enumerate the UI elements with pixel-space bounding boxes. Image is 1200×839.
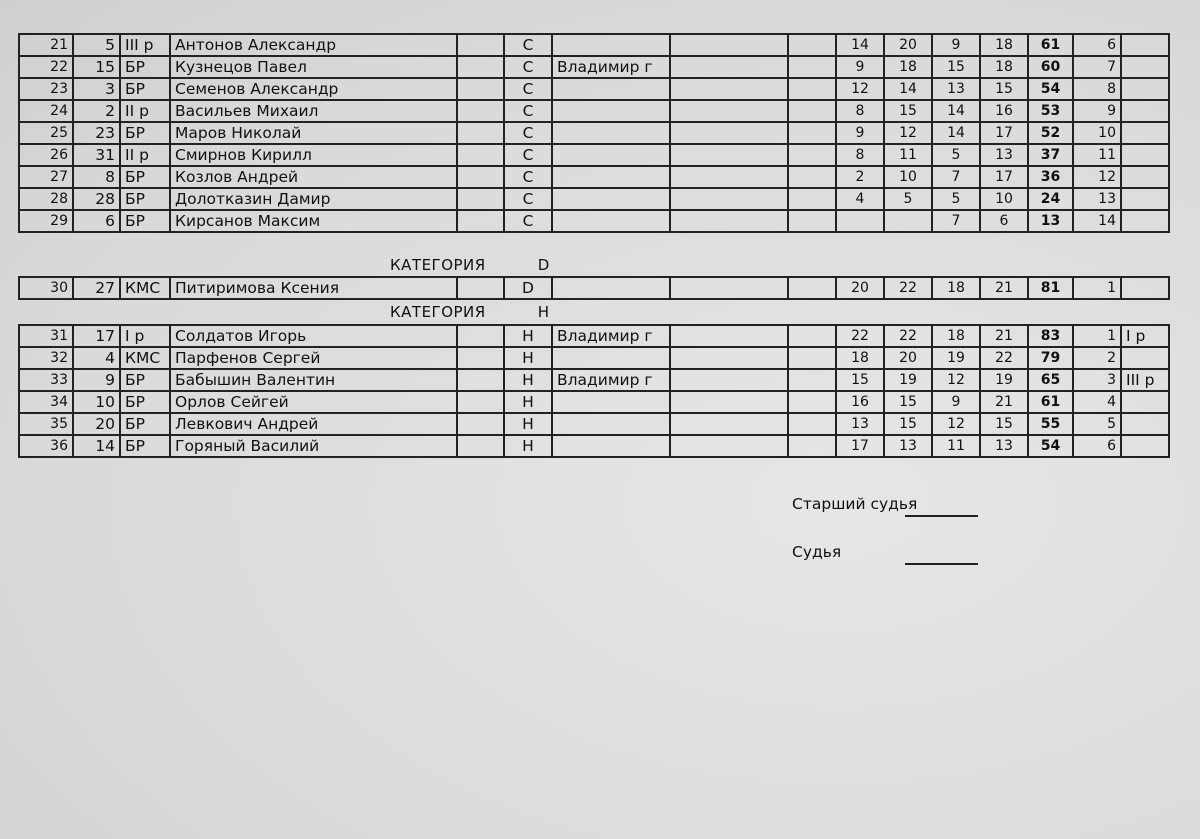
cell-cat: С: [504, 188, 552, 210]
cell-cat: С: [504, 166, 552, 188]
cell-place: 11: [1073, 144, 1121, 166]
cell-name: Долотказин Дамир: [170, 188, 457, 210]
table-row: [19, 347, 1169, 369]
cell-bib: 15: [73, 56, 120, 78]
judge-signature-line: [905, 563, 978, 565]
cell-s1: 14: [836, 34, 884, 56]
cell-new-rank: [1121, 78, 1169, 100]
cell-s4: 17: [980, 122, 1028, 144]
cell-empty: [457, 144, 504, 166]
cell-idx: 28: [19, 188, 73, 210]
cell-place: 6: [1073, 435, 1121, 457]
cell-total: 24: [1028, 188, 1073, 210]
cell-s1: 9: [836, 122, 884, 144]
cell-rank: БР: [120, 391, 170, 413]
cell-idx: 34: [19, 391, 73, 413]
cell-cat: D: [504, 277, 552, 299]
cell-empty: [457, 34, 504, 56]
cell-s2: 5: [884, 188, 932, 210]
category-heading-label: КАТЕГОРИЯ: [390, 303, 486, 321]
cell-s2: 15: [884, 391, 932, 413]
cell-idx: 33: [19, 369, 73, 391]
cell-s1: 20: [836, 277, 884, 299]
cell-total: 36: [1028, 166, 1073, 188]
table-row: [19, 100, 1169, 122]
cell-cat: С: [504, 122, 552, 144]
results-table: [18, 324, 1170, 458]
cell-s3: 9: [932, 34, 980, 56]
cell-place: 4: [1073, 391, 1121, 413]
cell-empty: [457, 188, 504, 210]
table-row: [19, 391, 1169, 413]
cell-s3: 11: [932, 435, 980, 457]
cell-s1: 8: [836, 100, 884, 122]
cell-new-rank: [1121, 34, 1169, 56]
cell-rank: БР: [120, 188, 170, 210]
cell-name: Кирсанов Максим: [170, 210, 457, 232]
cell-s2: 18: [884, 56, 932, 78]
cell-s3: 7: [932, 210, 980, 232]
cell-s3: 18: [932, 325, 980, 347]
cell-new-rank: [1121, 166, 1169, 188]
cell-name: Антонов Александр: [170, 34, 457, 56]
cell-bib: 23: [73, 122, 120, 144]
cell-cat: С: [504, 210, 552, 232]
cell-s4: 17: [980, 166, 1028, 188]
cell-s2: 14: [884, 78, 932, 100]
table-row: [19, 78, 1169, 100]
cell-empty: [457, 347, 504, 369]
cell-rank: II р: [120, 100, 170, 122]
cell-city: [552, 188, 670, 210]
cell-s1: 2: [836, 166, 884, 188]
cell-s1: 15: [836, 369, 884, 391]
cell-empty: [670, 144, 788, 166]
cell-s4: 15: [980, 413, 1028, 435]
cell-place: 7: [1073, 56, 1121, 78]
cell-new-rank: [1121, 435, 1169, 457]
cell-rank: БР: [120, 413, 170, 435]
cell-city: [552, 435, 670, 457]
cell-rank: I р: [120, 325, 170, 347]
cell-city: [552, 210, 670, 232]
cell-s2: 22: [884, 325, 932, 347]
cell-s4: 18: [980, 56, 1028, 78]
cell-s4: 15: [980, 78, 1028, 100]
cell-empty: [788, 391, 836, 413]
cell-name: Парфенов Сергей: [170, 347, 457, 369]
cell-empty: [670, 277, 788, 299]
cell-empty: [457, 391, 504, 413]
cell-new-rank: [1121, 391, 1169, 413]
cell-name: Семенов Александр: [170, 78, 457, 100]
cell-s4: 13: [980, 435, 1028, 457]
cell-cat: С: [504, 100, 552, 122]
cell-empty: [457, 413, 504, 435]
cell-empty: [788, 78, 836, 100]
cell-s4: 16: [980, 100, 1028, 122]
cell-new-rank: I р: [1121, 325, 1169, 347]
cell-s1: 13: [836, 413, 884, 435]
cell-empty: [788, 347, 836, 369]
cell-cat: Н: [504, 369, 552, 391]
cell-empty: [457, 166, 504, 188]
cell-place: 8: [1073, 78, 1121, 100]
cell-s1: 22: [836, 325, 884, 347]
cell-s4: 21: [980, 391, 1028, 413]
cell-empty: [788, 122, 836, 144]
cell-new-rank: [1121, 210, 1169, 232]
cell-empty: [788, 210, 836, 232]
cell-empty: [788, 188, 836, 210]
cell-cat: С: [504, 144, 552, 166]
cell-bib: 20: [73, 413, 120, 435]
cell-s4: 22: [980, 347, 1028, 369]
cell-total: 55: [1028, 413, 1073, 435]
cell-idx: 21: [19, 34, 73, 56]
cell-empty: [670, 56, 788, 78]
cell-s2: 12: [884, 122, 932, 144]
cell-s4: 10: [980, 188, 1028, 210]
cell-s3: 19: [932, 347, 980, 369]
cell-empty: [788, 34, 836, 56]
cell-empty: [788, 325, 836, 347]
cell-rank: БР: [120, 78, 170, 100]
cell-name: Козлов Андрей: [170, 166, 457, 188]
cell-idx: 24: [19, 100, 73, 122]
cell-total: 53: [1028, 100, 1073, 122]
cell-empty: [670, 413, 788, 435]
cell-total: 61: [1028, 391, 1073, 413]
cell-place: 5: [1073, 413, 1121, 435]
table-row: [19, 435, 1169, 457]
cell-s2: 20: [884, 34, 932, 56]
cell-idx: 25: [19, 122, 73, 144]
cell-place: 1: [1073, 277, 1121, 299]
cell-total: 54: [1028, 435, 1073, 457]
cell-idx: 32: [19, 347, 73, 369]
cell-rank: БР: [120, 369, 170, 391]
cell-city: Владимир г: [552, 56, 670, 78]
cell-cat: С: [504, 34, 552, 56]
cell-name: Смирнов Кирилл: [170, 144, 457, 166]
cell-s1: 16: [836, 391, 884, 413]
cell-name: Левкович Андрей: [170, 413, 457, 435]
cell-rank: II р: [120, 144, 170, 166]
cell-idx: 30: [19, 277, 73, 299]
cell-place: 10: [1073, 122, 1121, 144]
cell-idx: 35: [19, 413, 73, 435]
cell-empty: [670, 100, 788, 122]
cell-name: Орлов Сейгей: [170, 391, 457, 413]
cell-s1: 4: [836, 188, 884, 210]
judge-label: Судья: [792, 543, 842, 561]
cell-empty: [788, 166, 836, 188]
cell-empty: [670, 188, 788, 210]
cell-total: 37: [1028, 144, 1073, 166]
cell-bib: 28: [73, 188, 120, 210]
cell-s2: [884, 210, 932, 232]
cell-city: [552, 100, 670, 122]
cell-empty: [670, 391, 788, 413]
cell-s3: 5: [932, 144, 980, 166]
cell-cat: Н: [504, 413, 552, 435]
cell-new-rank: [1121, 144, 1169, 166]
table-row: [19, 166, 1169, 188]
cell-rank: БР: [120, 56, 170, 78]
cell-empty: [788, 277, 836, 299]
cell-empty: [457, 325, 504, 347]
cell-name: Бабышин Валентин: [170, 369, 457, 391]
cell-empty: [457, 435, 504, 457]
cell-rank: БР: [120, 210, 170, 232]
cell-s3: 7: [932, 166, 980, 188]
cell-empty: [670, 34, 788, 56]
cell-empty: [788, 413, 836, 435]
cell-s4: 21: [980, 277, 1028, 299]
cell-empty: [788, 56, 836, 78]
cell-empty: [670, 435, 788, 457]
cell-bib: 10: [73, 391, 120, 413]
cell-new-rank: [1121, 188, 1169, 210]
cell-rank: III р: [120, 34, 170, 56]
cell-empty: [670, 78, 788, 100]
cell-s2: 20: [884, 347, 932, 369]
cell-s3: 18: [932, 277, 980, 299]
cell-place: 9: [1073, 100, 1121, 122]
senior-judge-signature-line: [905, 515, 978, 517]
cell-s3: 15: [932, 56, 980, 78]
cell-city: [552, 347, 670, 369]
cell-city: Владимир г: [552, 369, 670, 391]
cell-empty: [670, 347, 788, 369]
cell-total: 13: [1028, 210, 1073, 232]
cell-city: [552, 166, 670, 188]
table-row: [19, 369, 1169, 391]
cell-s4: 18: [980, 34, 1028, 56]
cell-empty: [788, 144, 836, 166]
cell-s2: 13: [884, 435, 932, 457]
cell-cat: Н: [504, 347, 552, 369]
cell-s1: [836, 210, 884, 232]
cell-total: 54: [1028, 78, 1073, 100]
cell-empty: [670, 122, 788, 144]
cell-place: 2: [1073, 347, 1121, 369]
cell-idx: 29: [19, 210, 73, 232]
cell-bib: 6: [73, 210, 120, 232]
cell-idx: 31: [19, 325, 73, 347]
table-row: [19, 34, 1169, 56]
cell-name: Солдатов Игорь: [170, 325, 457, 347]
cell-s4: 19: [980, 369, 1028, 391]
cell-empty: [788, 369, 836, 391]
cell-s1: 18: [836, 347, 884, 369]
cell-s3: 12: [932, 413, 980, 435]
cell-cat: С: [504, 56, 552, 78]
cell-name: Горяный Василий: [170, 435, 457, 457]
cell-empty: [457, 56, 504, 78]
category-heading: [390, 256, 550, 274]
cell-bib: 14: [73, 435, 120, 457]
category-heading-label: КАТЕГОРИЯ: [390, 256, 486, 274]
cell-city: Владимир г: [552, 325, 670, 347]
cell-total: 65: [1028, 369, 1073, 391]
cell-cat: Н: [504, 325, 552, 347]
cell-bib: 9: [73, 369, 120, 391]
table-row: [19, 122, 1169, 144]
table-row: [19, 210, 1169, 232]
cell-total: 52: [1028, 122, 1073, 144]
cell-s3: 14: [932, 122, 980, 144]
cell-bib: 5: [73, 34, 120, 56]
cell-empty: [457, 369, 504, 391]
cell-cat: Н: [504, 391, 552, 413]
cell-city: [552, 34, 670, 56]
cell-total: 61: [1028, 34, 1073, 56]
cell-bib: 3: [73, 78, 120, 100]
cell-new-rank: [1121, 100, 1169, 122]
cell-s4: 13: [980, 144, 1028, 166]
cell-rank: КМС: [120, 347, 170, 369]
cell-s3: 12: [932, 369, 980, 391]
cell-idx: 26: [19, 144, 73, 166]
cell-empty: [457, 210, 504, 232]
category-heading: [390, 303, 549, 321]
cell-rank: БР: [120, 122, 170, 144]
cell-s3: 9: [932, 391, 980, 413]
cell-idx: 22: [19, 56, 73, 78]
cell-empty: [457, 78, 504, 100]
category-heading-letter: D: [537, 256, 550, 274]
cell-idx: 27: [19, 166, 73, 188]
cell-s2: 15: [884, 100, 932, 122]
cell-city: [552, 78, 670, 100]
cell-city: [552, 413, 670, 435]
cell-empty: [670, 325, 788, 347]
cell-bib: 8: [73, 166, 120, 188]
results-table: [18, 276, 1170, 300]
cell-rank: КМС: [120, 277, 170, 299]
cell-idx: 23: [19, 78, 73, 100]
cell-new-rank: [1121, 413, 1169, 435]
cell-place: 1: [1073, 325, 1121, 347]
cell-total: 60: [1028, 56, 1073, 78]
category-heading-letter: Н: [537, 303, 550, 321]
table-row: [19, 325, 1169, 347]
table-row: [19, 413, 1169, 435]
cell-bib: 27: [73, 277, 120, 299]
cell-new-rank: [1121, 277, 1169, 299]
cell-s2: 15: [884, 413, 932, 435]
cell-name: Питиримова Ксения: [170, 277, 457, 299]
table-row: [19, 56, 1169, 78]
cell-s2: 22: [884, 277, 932, 299]
cell-place: 12: [1073, 166, 1121, 188]
cell-cat: С: [504, 78, 552, 100]
cell-total: 81: [1028, 277, 1073, 299]
cell-empty: [670, 210, 788, 232]
cell-place: 14: [1073, 210, 1121, 232]
cell-empty: [788, 100, 836, 122]
cell-s1: 12: [836, 78, 884, 100]
cell-city: [552, 277, 670, 299]
cell-s4: 21: [980, 325, 1028, 347]
senior-judge-label: Старший судья: [792, 495, 918, 513]
cell-new-rank: III р: [1121, 369, 1169, 391]
cell-total: 83: [1028, 325, 1073, 347]
cell-s1: 8: [836, 144, 884, 166]
cell-s2: 11: [884, 144, 932, 166]
cell-empty: [457, 277, 504, 299]
cell-empty: [788, 435, 836, 457]
cell-s1: 17: [836, 435, 884, 457]
cell-s1: 9: [836, 56, 884, 78]
cell-s3: 5: [932, 188, 980, 210]
cell-rank: БР: [120, 435, 170, 457]
cell-bib: 17: [73, 325, 120, 347]
cell-bib: 31: [73, 144, 120, 166]
cell-empty: [670, 166, 788, 188]
cell-s2: 10: [884, 166, 932, 188]
table-row: [19, 277, 1169, 299]
cell-name: Маров Николай: [170, 122, 457, 144]
cell-s4: 6: [980, 210, 1028, 232]
cell-name: Васильев Михаил: [170, 100, 457, 122]
table-row: [19, 144, 1169, 166]
table-row: [19, 188, 1169, 210]
cell-s2: 19: [884, 369, 932, 391]
cell-empty: [457, 122, 504, 144]
cell-city: [552, 144, 670, 166]
cell-city: [552, 391, 670, 413]
cell-name: Кузнецов Павел: [170, 56, 457, 78]
cell-place: 3: [1073, 369, 1121, 391]
cell-idx: 36: [19, 435, 73, 457]
cell-cat: Н: [504, 435, 552, 457]
cell-s3: 13: [932, 78, 980, 100]
cell-rank: БР: [120, 166, 170, 188]
cell-total: 79: [1028, 347, 1073, 369]
cell-place: 13: [1073, 188, 1121, 210]
cell-bib: 2: [73, 100, 120, 122]
cell-s3: 14: [932, 100, 980, 122]
cell-empty: [457, 100, 504, 122]
cell-new-rank: [1121, 56, 1169, 78]
cell-place: 6: [1073, 34, 1121, 56]
cell-city: [552, 122, 670, 144]
results-table: [18, 33, 1170, 233]
cell-new-rank: [1121, 122, 1169, 144]
cell-new-rank: [1121, 347, 1169, 369]
cell-empty: [670, 369, 788, 391]
cell-bib: 4: [73, 347, 120, 369]
